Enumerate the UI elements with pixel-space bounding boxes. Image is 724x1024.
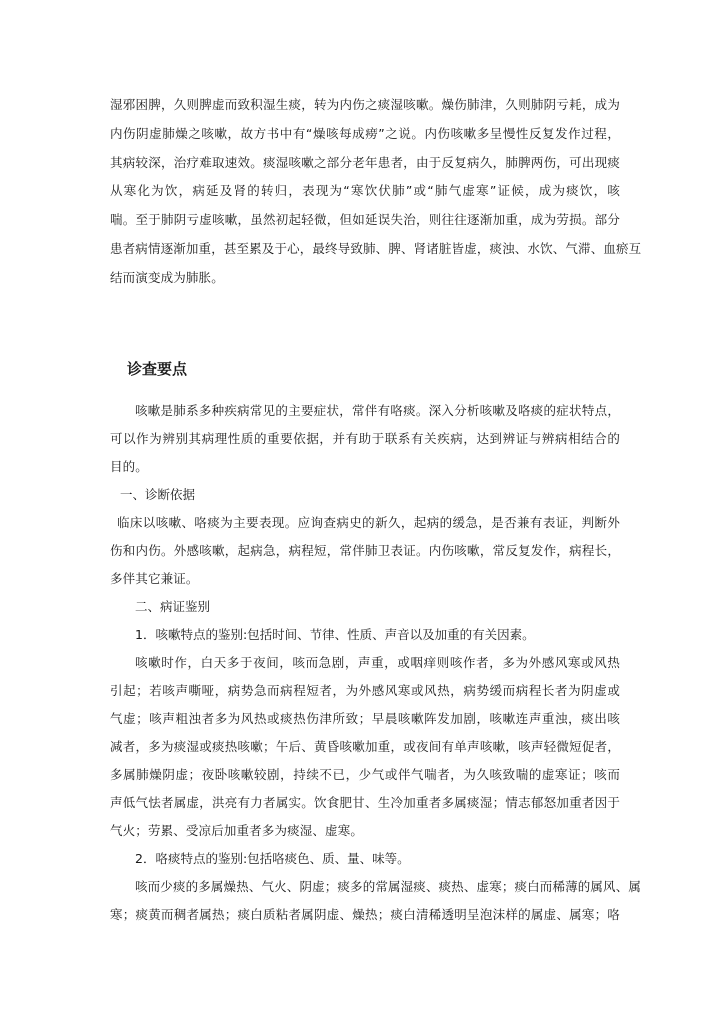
item1-line: 多属肺燥阴虚；夜卧咳嗽较剧，持续不已，少气或伴气喘者，为久咳致喘的虚寒证；咳而	[110, 767, 620, 782]
section-title: 诊查要点	[127, 360, 188, 378]
intro-line: 目的。	[110, 459, 148, 474]
item1-line: 气虚；咳声粗浊者多为风热或痰热伤津所致；早晨咳嗽阵发加剧，咳嗽连声重浊，痰出咳	[110, 711, 620, 726]
paragraph-line: 湿邪困脾，久则脾虚而致积湿生痰，转为内伤之痰湿咳嗽。燥伤肺津，久则肺阴亏耗，成为	[110, 97, 620, 112]
diagnosis-line: 多伴其它兼证。	[110, 571, 199, 586]
item1-line: 减者，多为痰湿或痰热咳嗽；午后、黄昏咳嗽加重，或夜间有单声咳嗽，咳声轻微短促者，	[110, 739, 620, 754]
diagnosis-line: 伤和内伤。外感咳嗽，起病急，病程短，常伴肺卫表证。内伤咳嗽，常反复发作，病程长，	[110, 543, 620, 558]
intro-line: 咳嗽是肺系多种疾病常见的主要症状，常伴有咯痰。深入分析咳嗽及咯痰的症状特点，	[135, 403, 620, 418]
intro-line: 可以作为辨别其病理性质的重要依据，并有助于联系有关疾病，达到辨证与辨病相结合的	[110, 431, 620, 446]
item2-line: 寒；痰黄而稠者属热；痰白质粘者属阴虚、燥热；痰白清稀透明呈泡沫样的属虚、属寒；咯	[110, 907, 620, 922]
item1-line: 咳嗽时作，白天多于夜间，咳而急剧，声重，或咽痒则咳作者，多为外感风寒或风热	[135, 655, 620, 670]
paragraph-line: 结而演变成为肺胀。	[110, 270, 224, 285]
diagnosis-line: 临床以咳嗽、咯痰为主要表现。应询查病史的新久，起病的缓急，是否兼有表证，判断外	[117, 515, 620, 530]
subsection-title-diagnosis: 一、诊断依据	[120, 487, 196, 502]
paragraph-line: 从寒化为饮，病延及肾的转归，表现为“寒饮伏肺”或“肺气虚寒”证候，成为痰饮，咳	[110, 183, 620, 198]
item1-line: 声低气怯者属虚，洪亮有力者属实。饮食肥甘、生冷加重者多属痰湿；情志郁怒加重者因于	[110, 795, 620, 810]
item2-title: 2．咯痰特点的鉴别:包括咯痰色、质、量、味等。	[135, 851, 410, 866]
paragraph-line: 其病较深，治疗难取速效。痰湿咳嗽之部分老年患者，由于反复病久，肺脾两伤，可出现痰	[110, 155, 620, 170]
paragraph-line: 内伤阴虚肺燥之咳嗽，故方书中有“燥咳每成痨”之说。内伤咳嗽多呈慢性反复发作过程，	[110, 126, 620, 141]
item1-line: 气火；劳累、受凉后加重者多为痰湿、虚寒。	[110, 823, 364, 838]
item1-line: 引起；若咳声嘶哑，病势急而病程短者，为外感风寒或风热，病势缓而病程长者为阴虚或	[110, 683, 620, 698]
item2-line: 咳而少痰的多属燥热、气火、阴虚；痰多的常属湿痰、痰热、虚寒；痰白而稀薄的属风、属	[135, 879, 642, 894]
paragraph-line: 喘。至于肺阴亏虚咳嗽，虽然初起轻微，但如延误失治，则往往逐渐加重，成为劳损。部分	[110, 212, 620, 227]
item1-title: 1．咳嗽特点的鉴别:包括时间、节律、性质、声音以及加重的有关因素。	[135, 627, 535, 642]
subsection-title-differentiation: 二、病证鉴别	[135, 599, 211, 614]
paragraph-line: 患者病情逐渐加重，甚至累及于心，最终导致肺、脾、肾诸脏皆虚，痰浊、水饮、气滞、血瘀互	[110, 241, 642, 256]
